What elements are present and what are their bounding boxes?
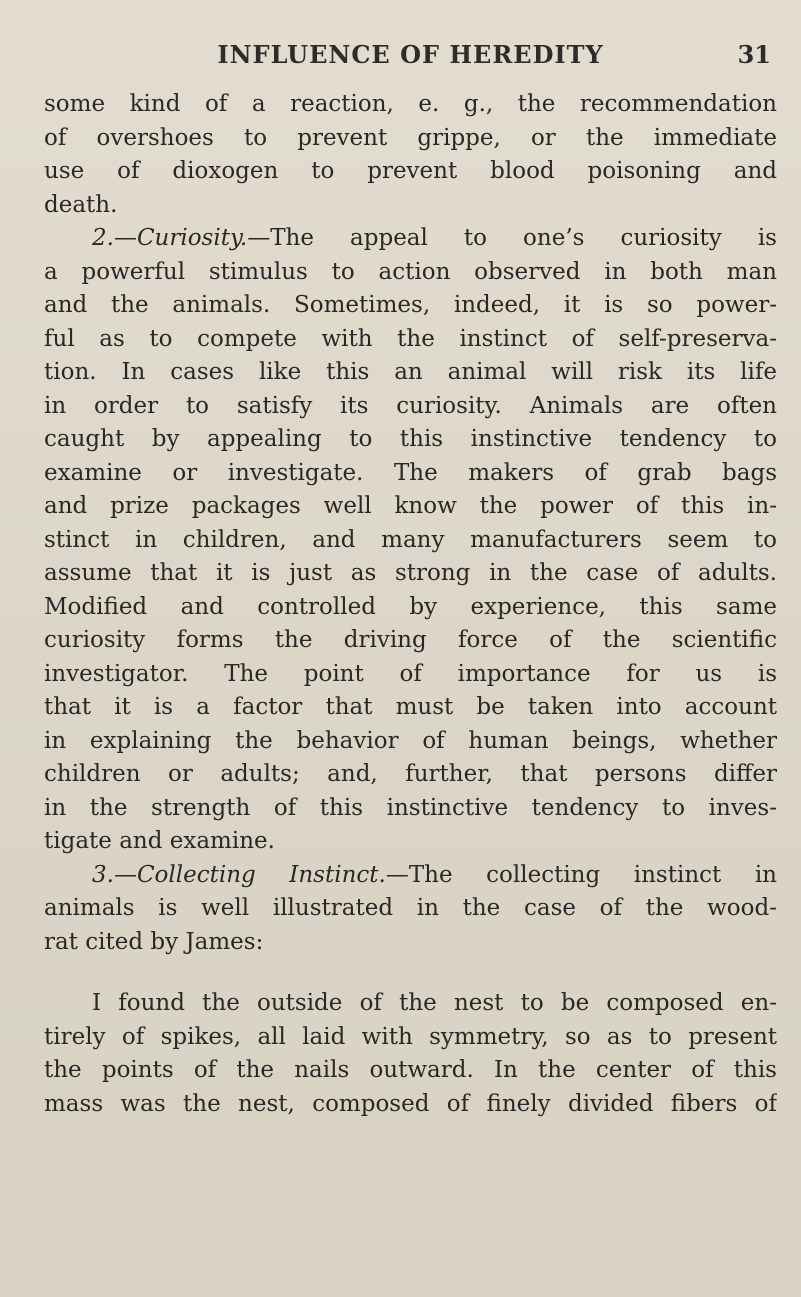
- quote-line: I found the outside of the nest to be composed en-: [92, 990, 777, 1016]
- section-heading-curiosity: 2.—Curiosity.: [92, 225, 248, 251]
- paragraph-curiosity-first-line: [44, 222, 777, 256]
- text-line: stinct in children, and many manufacturers seem to: [44, 526, 777, 553]
- text-line: Modified and controlled by experience, this same: [44, 593, 777, 620]
- text-line: use of dioxogen to prevent blood poisoning and: [44, 158, 777, 184]
- text-line: children or adults; and, further, that persons differ: [44, 761, 777, 787]
- text-line: a powerful stimulus to action observed in both man: [44, 258, 777, 285]
- page-number: 31: [737, 40, 771, 69]
- text-line: tigate and examine.: [44, 828, 275, 854]
- text-line: of overshoes to prevent grippe, or the immediate: [44, 124, 777, 151]
- quote-line: tirely of spikes, all laid with symmetry, so as to present: [44, 1023, 777, 1050]
- paragraph-collecting-first-line: [44, 859, 777, 893]
- page-header: [50, 40, 771, 80]
- text-line: examine or investigate. The makers of grab bags: [44, 459, 777, 486]
- body-text: [44, 88, 777, 1121]
- quote-spacer: [44, 959, 777, 987]
- text-line: and the animals. Sometimes, indeed, it is so power-: [44, 292, 777, 318]
- text-line: some kind of a reaction, e. g., the recommendation: [44, 91, 777, 117]
- text-fragment: —The collecting instinct in: [385, 861, 777, 888]
- text-line: ful as to compete with the instinct of self-preserva-: [44, 325, 777, 352]
- text-line: curiosity forms the driving force of the scientific: [44, 627, 777, 653]
- text-line: in order to satisfy its curiosity. Animals are often: [44, 392, 777, 419]
- quote-line: the points of the nails outward. In the center of this: [44, 1057, 777, 1083]
- text-line: and prize packages well know the power of this in-: [44, 493, 777, 519]
- running-title: INFLUENCE OF HEREDITY: [217, 40, 604, 69]
- text-fragment: —The appeal to one’s curiosity is: [247, 225, 777, 251]
- section-heading-collecting: 3.—Collecting Instinct.: [92, 861, 386, 888]
- text-line: rat cited by James:: [44, 928, 264, 955]
- text-line: caught by appealing to this instinctive tendency to: [44, 426, 777, 452]
- text-line: in the strength of this instinctive tendency to inves-: [44, 794, 777, 821]
- text-line: death.: [44, 191, 118, 218]
- text-line: animals is well illustrated in the case of the wood-: [44, 895, 777, 921]
- text-line: assume that it is just as strong in the case of adults.: [44, 560, 777, 586]
- text-line: in explaining the behavior of human beings, whether: [44, 727, 777, 754]
- text-line: tion. In cases like this an animal will risk its life: [44, 359, 777, 385]
- text-line: that it is a factor that must be taken into account: [44, 694, 777, 720]
- text-line: investigator. The point of importance for us is: [44, 660, 777, 687]
- quote-line: mass was the nest, composed of finely divided fibers of: [44, 1090, 777, 1117]
